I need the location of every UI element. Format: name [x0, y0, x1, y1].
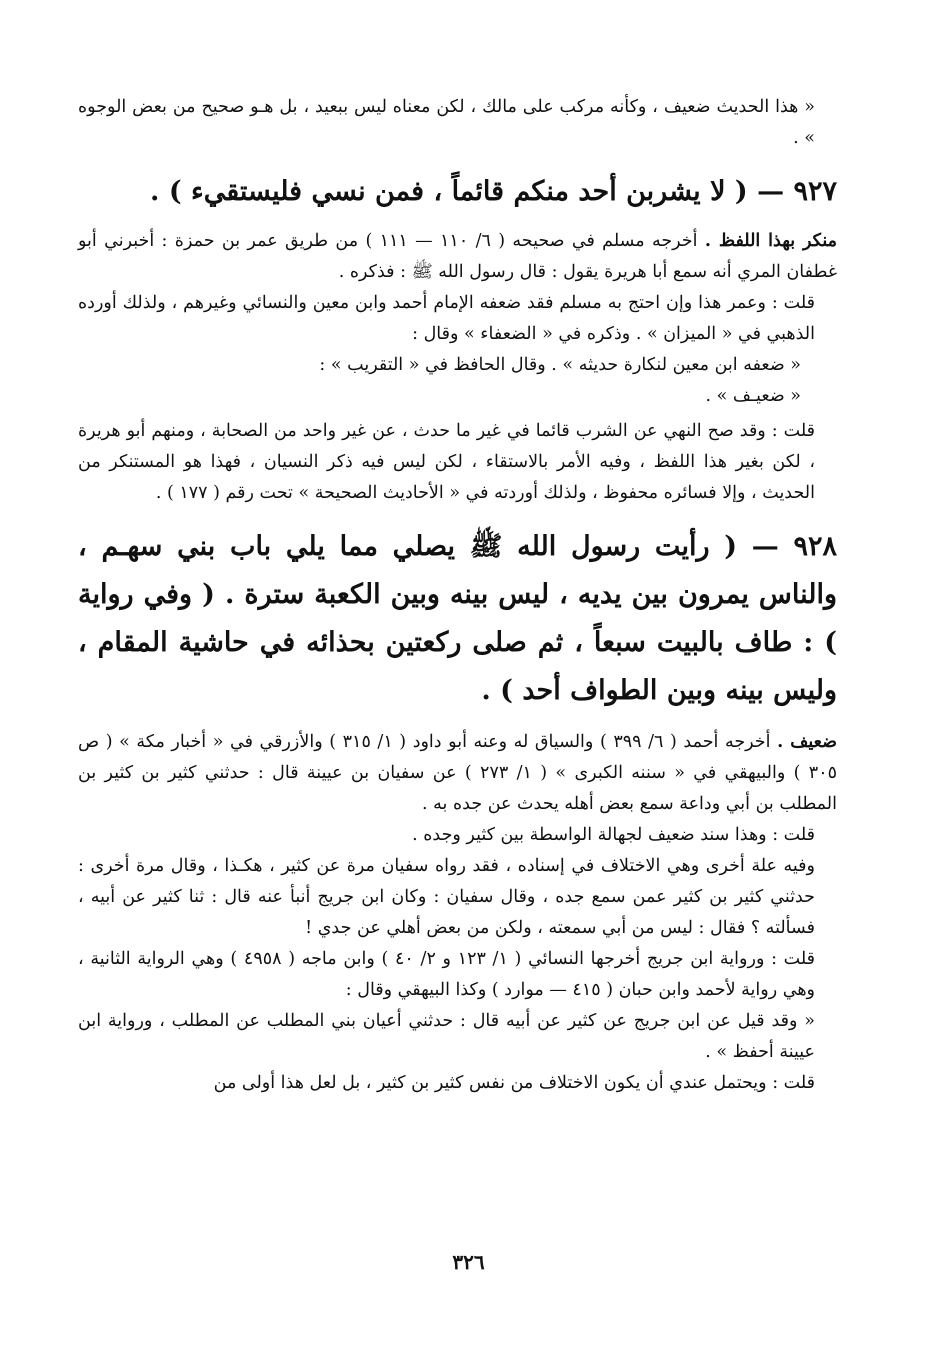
- hadith-928-number: ٩٢٨ —: [751, 531, 837, 562]
- comment-paragraph: وفيه علة أخرى وهي الاختلاف في إسناده ، فقد رواه سفيان مرة عن كثير ، هكـذا ، وقال مرة أخرى : حدثني كثير بن كثير عمن سمع جده ، وقال سفيان : وكان ابن جريج أنبأ عنه قال : ثنا كثير عن أبيه ، فسألته ؟ فقال : ليس من أبي سمعته ، ولكن من بعض أهلي عن جدي !: [78, 856, 815, 938]
- quote-paragraph: « وقد قيل عن ابن جريج عن كثير عن أبيه قال : حدثني أعيان بني المطلب عن المطلب ، ورواية ابن عيينة أحفظ » .: [78, 1011, 815, 1062]
- quote-paragraph: « ضعفه ابن معين لنكارة حديثه » . وقال الحافظ في « التقريب » :: [319, 355, 801, 375]
- hadith-927-number: ٩٢٧ —: [757, 176, 837, 207]
- hadith-928-heading: [78, 523, 837, 715]
- hadith-927-text: ( لا يشربن أحد منكم قائماً ، فمن نسي فليستقيء ) .: [150, 176, 748, 207]
- hadith-928-takhrij: [78, 727, 837, 820]
- hadith-927-heading: [78, 170, 837, 214]
- hadith-927-takhrij: [78, 226, 837, 288]
- comment-paragraph: قلت : ويحتمل عندي أن يكون الاختلاف من نفس كثير بن كثير ، بل لعل هذا أولى من: [213, 1073, 815, 1093]
- hadith-928-grade: ضعيف .: [777, 732, 837, 752]
- hadith-927-grade: منكر بهذا اللفظ .: [704, 231, 837, 251]
- comment-paragraph: قلت : ورواية ابن جريج أخرجها النسائي ( ١/ ١٢٣ و ٢/ ٤٠ ) وابن ماجه ( ٤٩٥٨ ) وهي الرواية الثانية ، وهي رواية لأحمد وابن حبان ( ٤١٥ — موارد ) وكذا البيهقي وقال :: [78, 949, 816, 1000]
- comment-paragraph: قلت : وهذا سند ضعيف لجهالة الواسطة بين كثير وجده .: [412, 825, 815, 845]
- comment-paragraph: قلت : وعمر هذا وإن احتج به مسلم فقد ضعفه الإمام أحمد وابن معين والنسائي وغيرهم ، ولذلك أورده الذهبي في « الميزان » . وذكره في « الضعفاء » وقال :: [78, 293, 815, 344]
- quote-paragraph: « ضعيـف » .: [705, 386, 801, 406]
- quote-continuation: « هذا الحديث ضعيف ، وكأنه مركب على مالك ، لكن معناه ليس ببعيد ، بل هـو صحيح من بعض الوجوه » .: [78, 97, 815, 148]
- takhrij-text: أخرجه أحمد ( ٦/ ٣٩٩ ) والسياق له وعنه أبو داود ( ١/ ٣١٥ ) والأزرقي في « أخبار مكة » ( ص ٣٠٥ ) والبيهقي في « سننه الكبرى » ( ١/ ٢٧٣ ) عن سفيان بن عيينة قال : حدثني كثير بن كثير بن المطلب بن أبي وداعة سمع بعض أهله يحدث عن جده به .: [78, 732, 837, 814]
- comment-paragraph: قلت : وقد صح النهي عن الشرب قائما في غير ما حدث ، عن غير واحد من الصحابة ، ومنهم أبو هريرة ، لكن بغير هذا اللفظ ، وفيه الأمر بالاستقاء ، لكن ليس فيه ذكر النسيان ، فهذا هو المستنكر من الحديث ، وإلا فسائره محفوظ ، ولذلك أوردته في « الأحاديث الصحيحة » تحت رقم ( ١٧٧ ) .: [78, 421, 815, 503]
- takhrij-text: أخرجه مسلم في صحيحه ( ٦/ ١١٠ — ١١١ ) من طريق عمر بن حمزة : أخبرني أبو غطفان المري أنه سمع أبا هريرة يقول : قال رسول الله ﷺ : فذكره .: [78, 231, 837, 282]
- hadith-928-text: ( رأيت رسول الله ﷺ يصلي مما يلي باب بني سهـم ، والناس يمرون بين يديه ، ليس بينه وبين الكعبة سترة . ( وفي رواية ) : طاف بالبيت سبعاً ، ثم صلى ركعتين بحذائه في حاشية المقام ، وليس بينه وبين الطواف أحد ) .: [78, 531, 837, 706]
- page-number: ٣٢٦: [452, 1250, 485, 1274]
